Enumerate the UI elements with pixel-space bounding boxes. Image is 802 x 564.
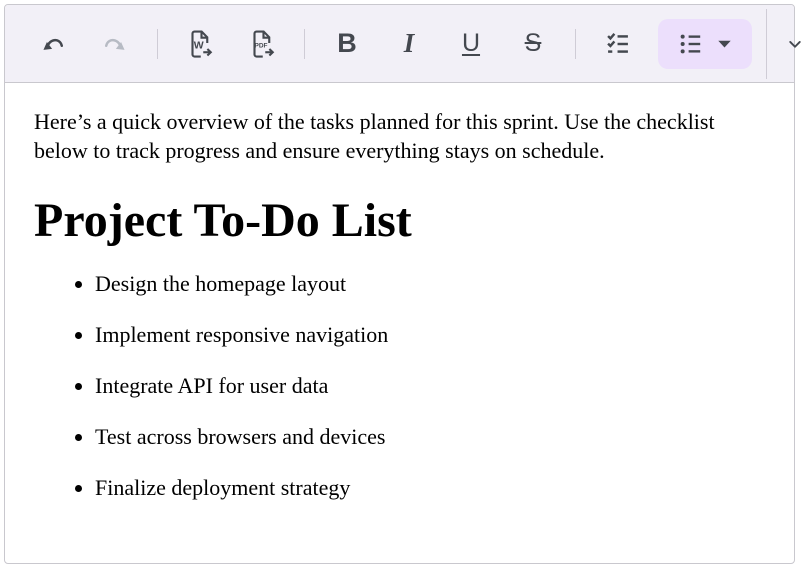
list-item: • Implement responsive navigation xyxy=(95,322,772,347)
checklist-icon xyxy=(604,30,632,58)
bold-icon: B xyxy=(337,28,357,58)
svg-text:PDF: PDF xyxy=(254,42,268,50)
bold-button[interactable] xyxy=(325,17,369,71)
underline-button[interactable] xyxy=(449,17,493,71)
list-item: • Finalize deployment strategy xyxy=(95,475,772,500)
italic-icon: I xyxy=(403,28,415,58)
italic-button[interactable] xyxy=(387,17,431,71)
rich-text-editor xyxy=(4,4,795,564)
export-word-icon xyxy=(185,29,215,59)
redo-icon xyxy=(102,31,128,57)
toolbar xyxy=(5,5,794,83)
underline-icon: U xyxy=(461,29,481,57)
list-item: • Test across browsers and devices xyxy=(95,424,772,449)
list-item: • Design the homepage layout xyxy=(95,271,772,296)
checklist-button[interactable] xyxy=(596,17,640,71)
undo-icon xyxy=(40,31,66,57)
chevron-down-icon xyxy=(784,33,802,55)
bullet-list-icon xyxy=(678,31,704,57)
editor-content-area[interactable] xyxy=(5,83,794,500)
bullet-list-button[interactable] xyxy=(658,19,752,69)
document-heading: Project To-Do List xyxy=(34,194,412,247)
todo-list xyxy=(34,271,772,500)
toolbar-divider xyxy=(575,29,576,59)
export-pdf-button[interactable] xyxy=(240,17,284,71)
intro-paragraph: Here’s a quick overview of the tasks planned for this sprint. Use the checklist below to track progress and ensure everything stays on schedule. xyxy=(34,109,715,163)
toolbar-divider xyxy=(157,29,158,59)
strikethrough-button[interactable] xyxy=(511,17,555,71)
export-word-button[interactable] xyxy=(178,17,222,71)
list-item: • Integrate API for user data xyxy=(95,373,772,398)
dropdown-caret-icon xyxy=(717,39,732,49)
export-pdf-icon xyxy=(247,29,277,59)
toolbar-divider xyxy=(304,29,305,59)
strikethrough-icon: S xyxy=(524,29,542,57)
more-options-button[interactable] xyxy=(767,17,802,71)
svg-text:W: W xyxy=(193,39,204,51)
undo-button[interactable] xyxy=(31,17,75,71)
redo-button[interactable] xyxy=(93,17,137,71)
